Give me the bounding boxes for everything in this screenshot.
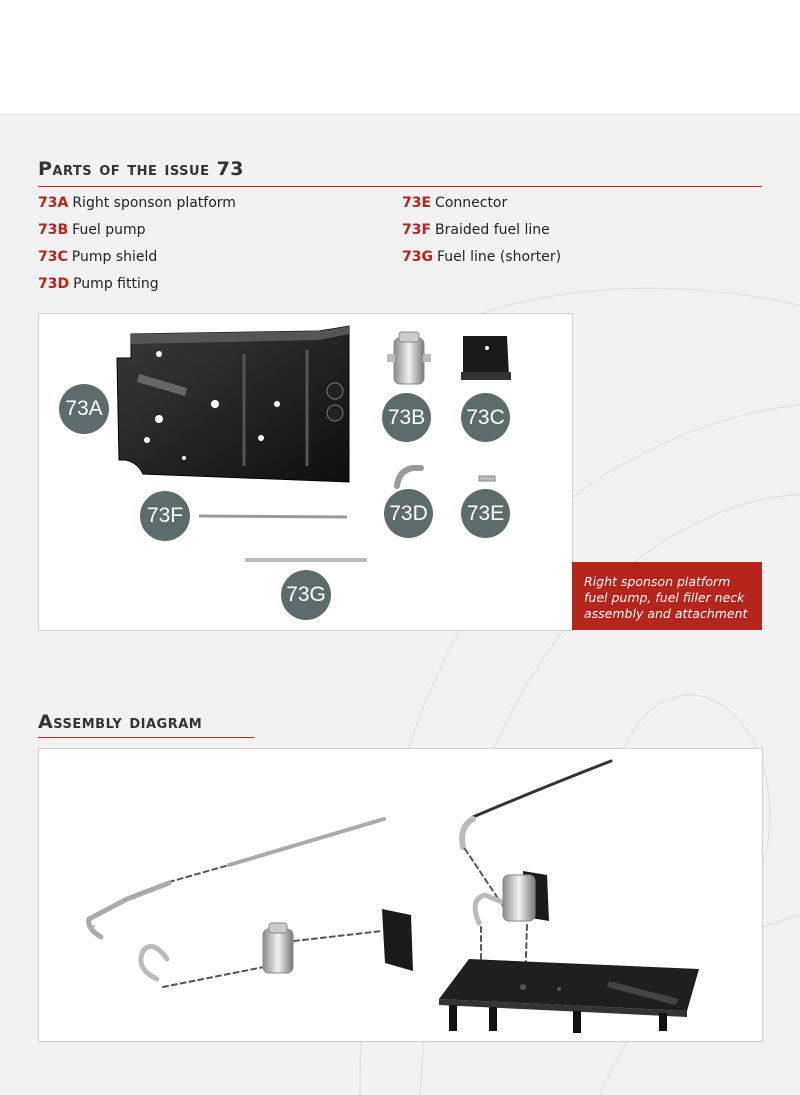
assembly-platform — [439, 959, 699, 1033]
part-label: Fuel line (shorter) — [436, 249, 562, 265]
part-73a — [38, 195, 236, 211]
part-code: 73G — [402, 249, 433, 265]
assembly-illustration — [39, 749, 762, 1041]
badge-73c: 73C — [461, 393, 510, 442]
parts-image-panel — [38, 313, 573, 631]
parts-section-title: Parts of the issue 73 — [38, 158, 245, 180]
fuel-pump-drawing — [387, 332, 431, 384]
badge-73g: 73G — [281, 570, 331, 620]
part-label: Right sponson platform — [72, 195, 236, 211]
assembly-title-rule — [38, 737, 254, 738]
part-label: Pump fitting — [73, 276, 159, 292]
part-73c — [38, 249, 157, 265]
part-label: Fuel pump — [72, 222, 146, 238]
braided-line-drawing — [199, 516, 347, 517]
part-label: Braided fuel line — [435, 222, 550, 238]
badge-73d: 73D — [384, 489, 433, 538]
caption-line-3: assembly and attachment — [584, 606, 748, 621]
part-code: 73C — [38, 249, 68, 265]
part-code: 73D — [38, 276, 70, 292]
assembly-diagram-panel — [38, 748, 763, 1042]
caption-box — [572, 562, 762, 630]
assembly-section-title: Assembly diagram — [38, 711, 203, 733]
badge-73f: 73F — [140, 491, 190, 541]
badge-73e: 73E — [461, 489, 510, 538]
caption-line-2: fuel pump, fuel filler neck — [584, 590, 745, 605]
badge-73b: 73B — [382, 393, 431, 442]
caption-line-1: Right sponson platform — [584, 574, 731, 589]
badge-73a: 73A — [59, 384, 109, 434]
sponson-platform-drawing — [117, 326, 349, 482]
part-73b — [38, 222, 146, 238]
assembly-left-pump — [263, 923, 293, 973]
part-code: 73F — [402, 222, 432, 238]
pump-shield-drawing — [461, 336, 511, 380]
part-code: 73A — [38, 195, 69, 211]
assembly-left-shield — [382, 909, 413, 971]
connector-drawing — [479, 476, 495, 481]
part-label: Pump shield — [71, 249, 158, 265]
part-73g — [402, 249, 561, 265]
part-code: 73E — [402, 195, 432, 211]
part-code: 73B — [38, 222, 69, 238]
part-73e — [402, 195, 507, 211]
part-label: Connector — [435, 195, 508, 211]
pump-fitting-drawing — [397, 468, 421, 486]
part-73d — [38, 276, 159, 292]
parts-title-rule — [38, 186, 762, 187]
part-73f — [402, 222, 550, 238]
